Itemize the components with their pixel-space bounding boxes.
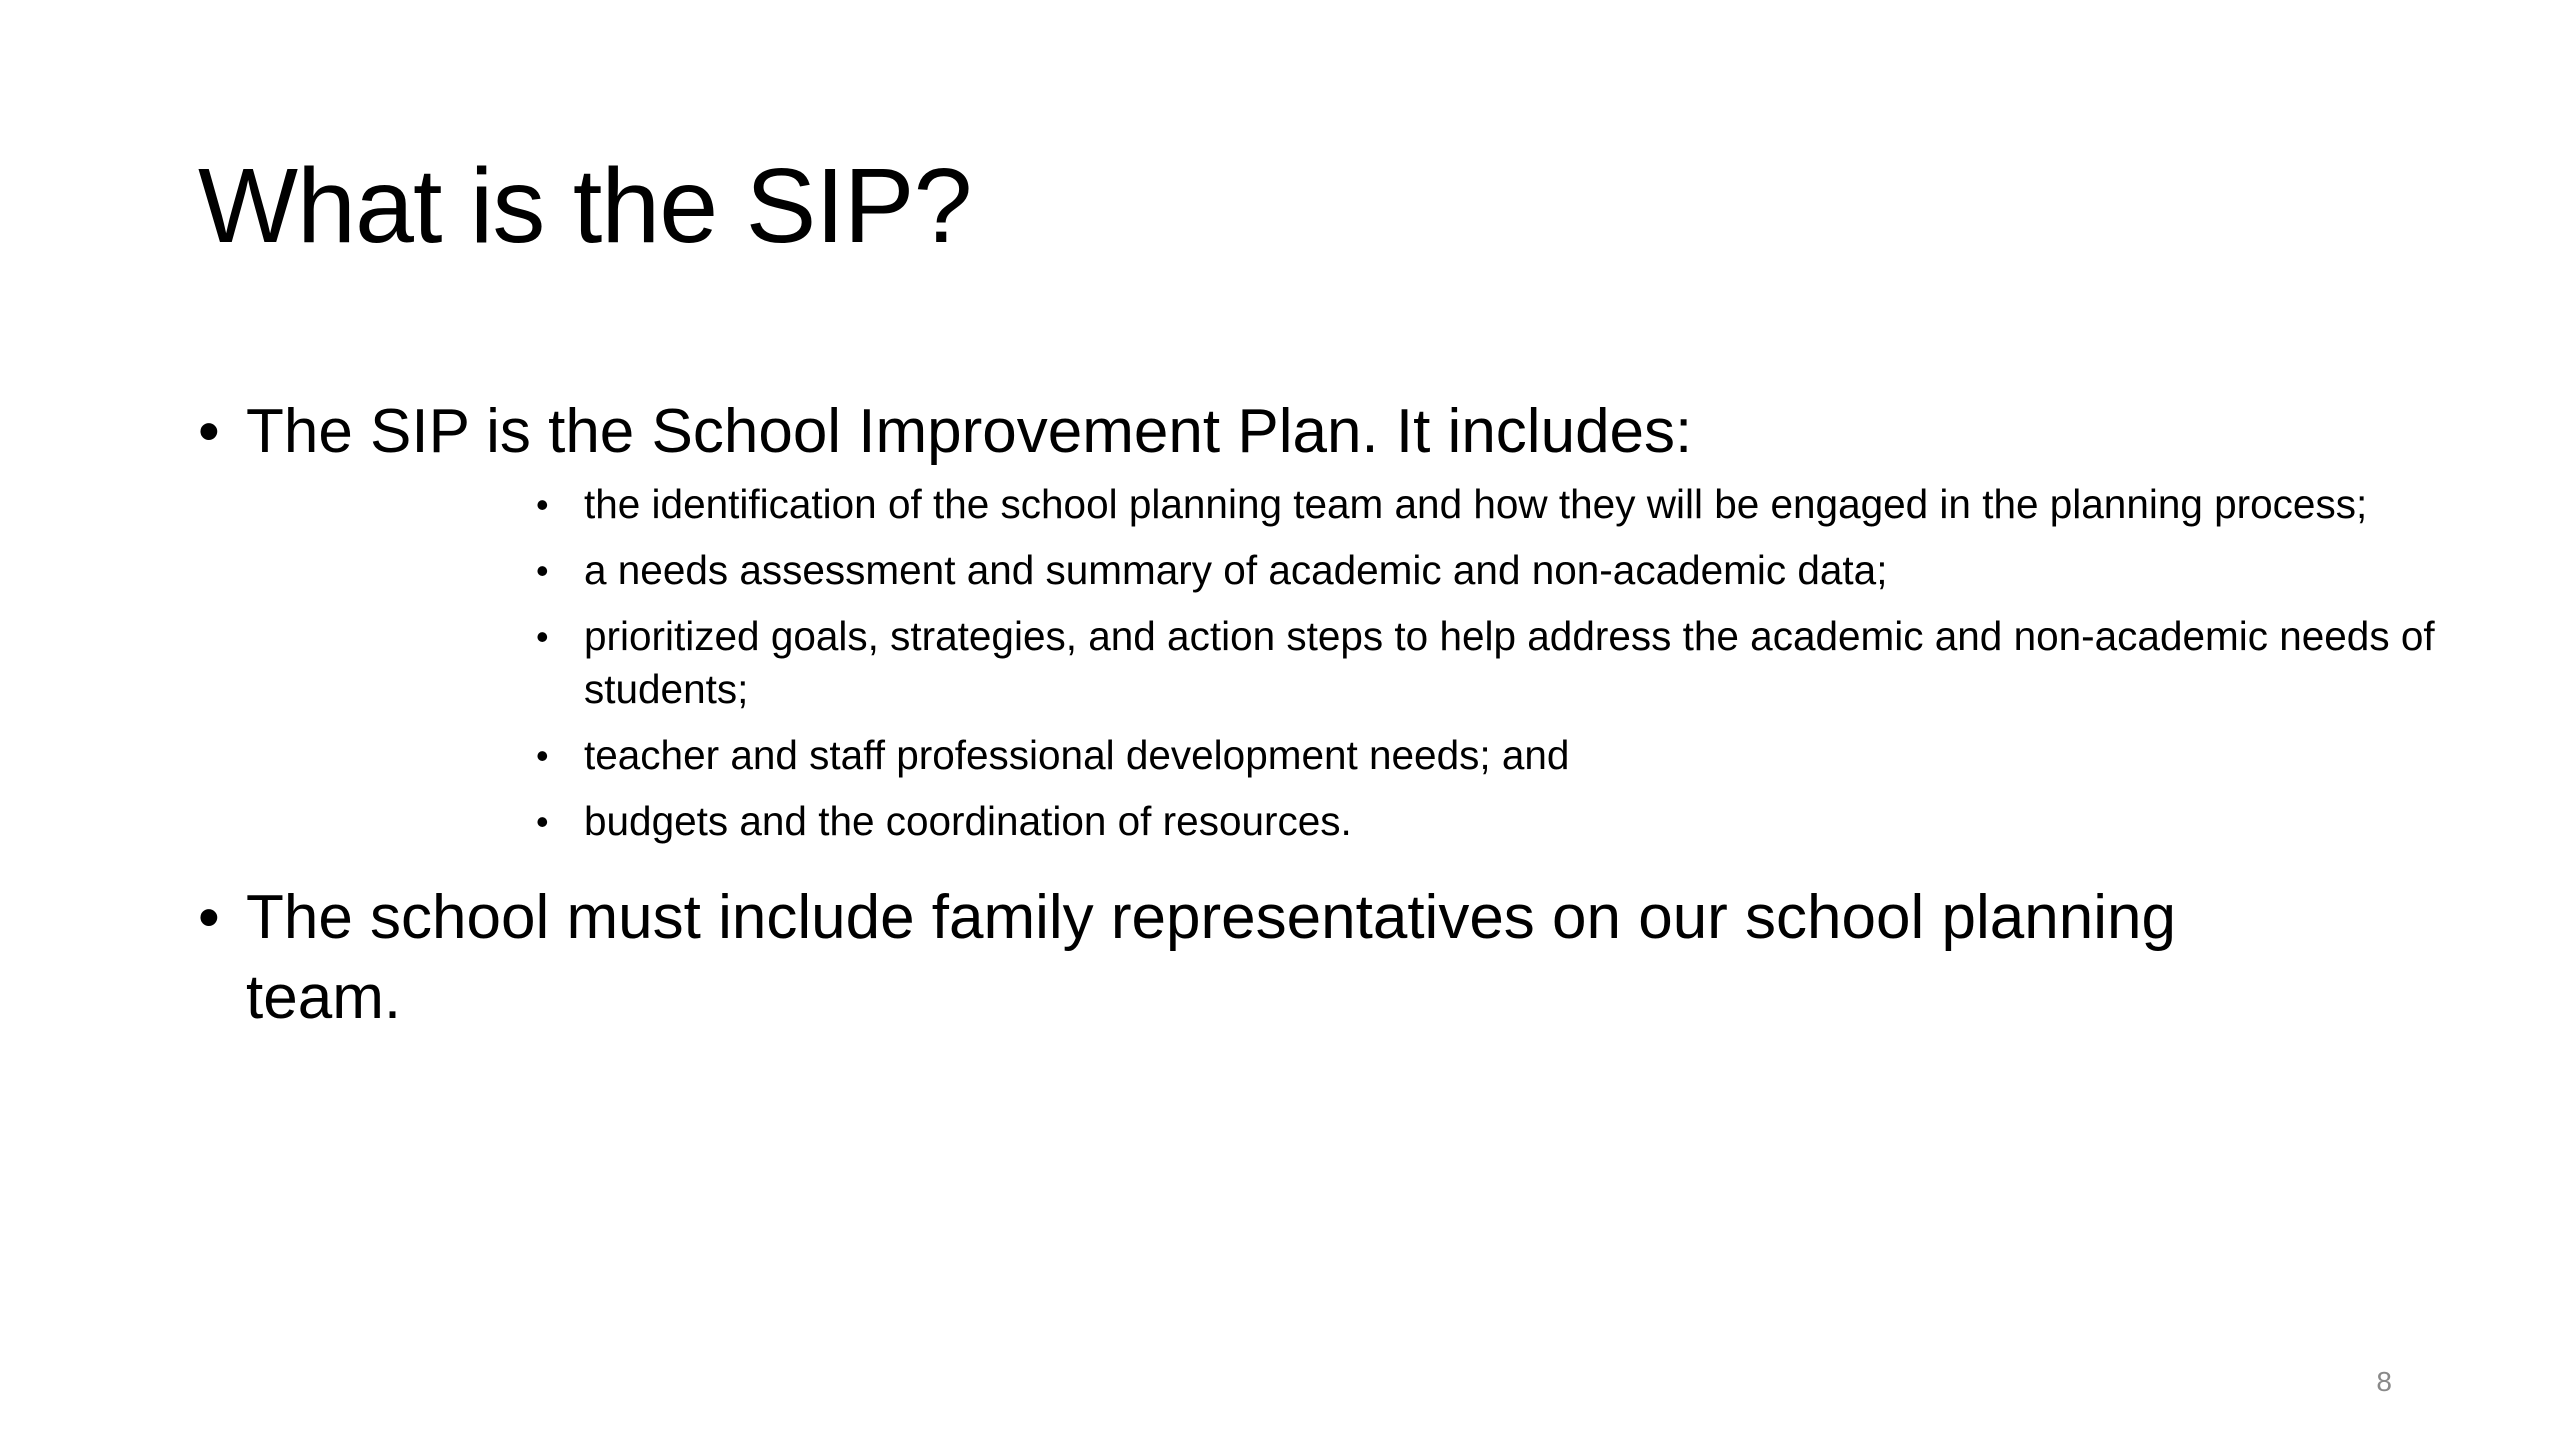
bullet-dot-icon: • [536, 616, 549, 657]
sub-bullet-item [536, 544, 2560, 597]
bullet-item [198, 392, 2435, 848]
bullet-dot-icon: • [536, 801, 549, 842]
sub-bullet-item [536, 610, 2560, 716]
sub-bullet-text: the identification of the school planning team and how they will be engaged in the planning process; [584, 481, 2368, 527]
bullet-dot-icon: • [198, 883, 220, 952]
bullet-dot-icon: • [536, 735, 549, 776]
bullet-text: The SIP is the School Improvement Plan. It includes: [246, 397, 1693, 466]
sub-bullet-item [536, 478, 2560, 531]
bullet-dot-icon: • [536, 550, 549, 591]
page-number: 8 [2376, 1366, 2392, 1397]
bullet-dot-icon: • [536, 484, 549, 525]
sub-bullet-text: budgets and the coordination of resources. [584, 798, 1352, 844]
bullet-item [198, 878, 2398, 1038]
sub-bullet-item [536, 795, 2560, 848]
sub-bullet-item [536, 729, 2560, 782]
sub-bullet-list [246, 478, 2560, 848]
sub-bullet-text: prioritized goals, strategies, and action steps to help address the academic and non-academic needs of students; [584, 613, 2435, 712]
sub-bullet-text: teacher and staff professional development needs; and [584, 732, 1570, 778]
bullet-text: The school must include family representatives on our school planning team. [246, 883, 2176, 1032]
bullet-dot-icon: • [198, 397, 220, 466]
slide-title: What is the SIP? [198, 147, 972, 265]
sub-bullet-text: a needs assessment and summary of academic and non-academic data; [584, 547, 1888, 593]
bullet-list [198, 392, 2435, 1038]
